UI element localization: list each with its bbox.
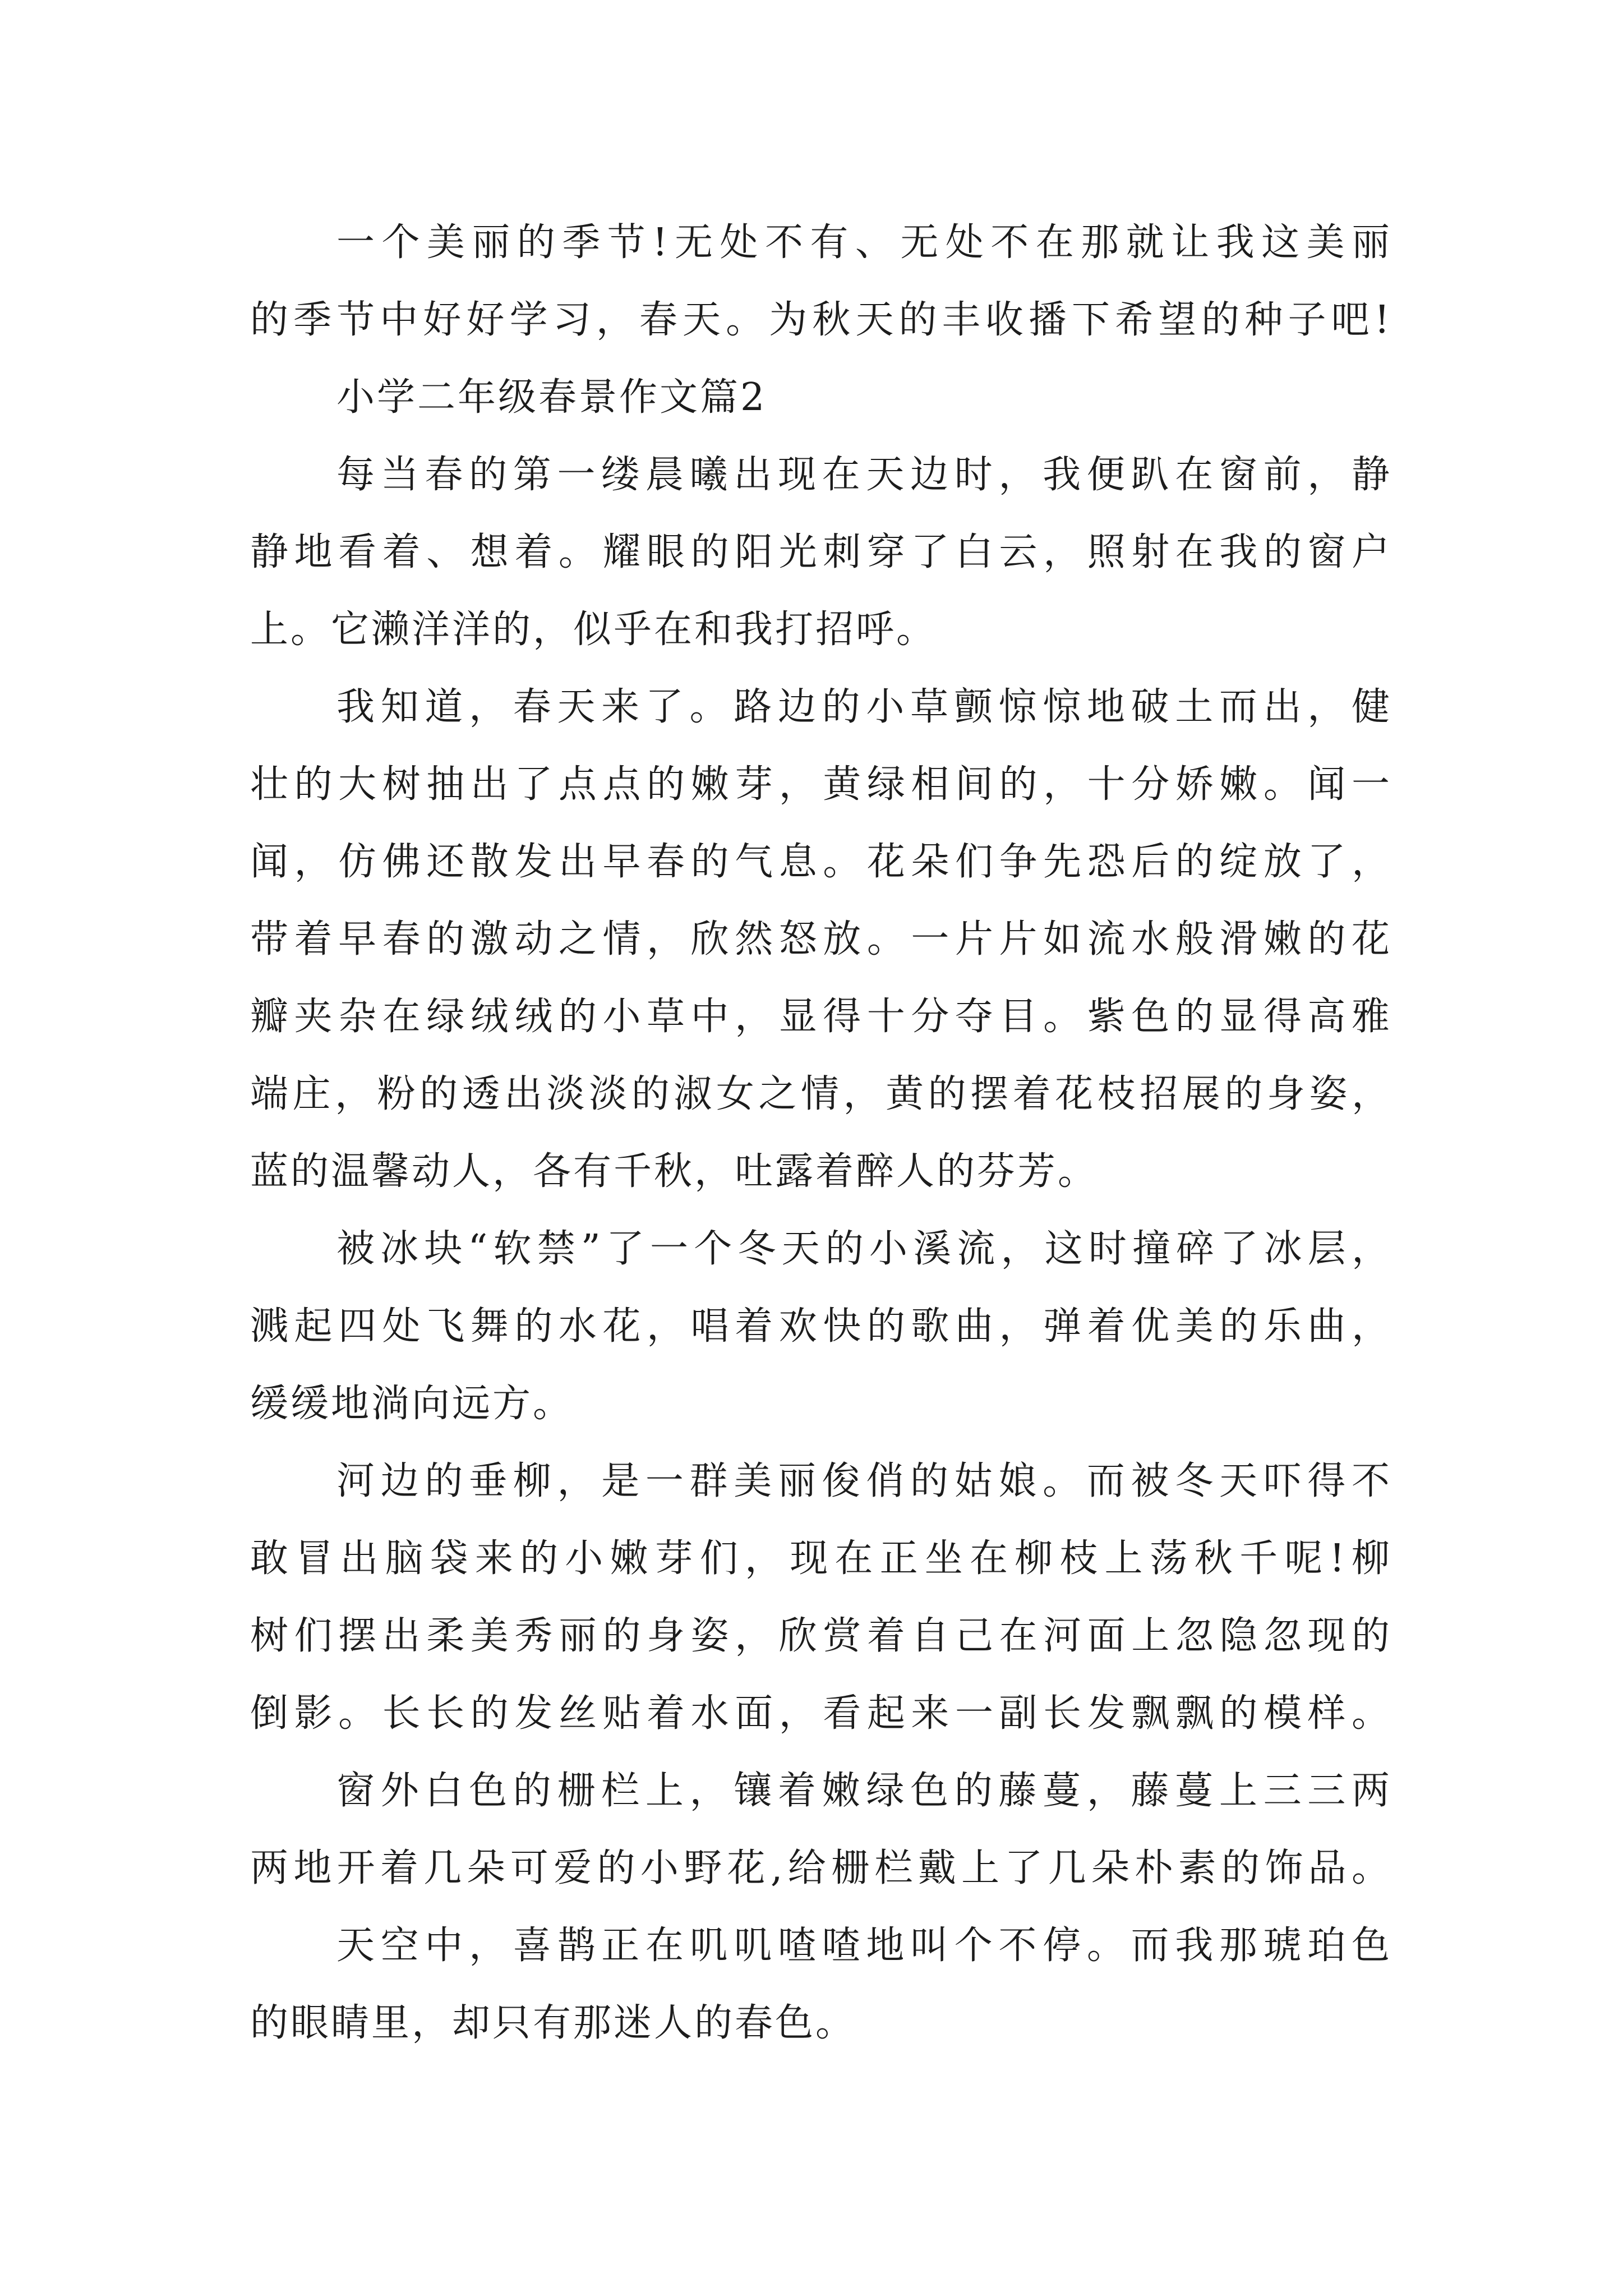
paragraph-line: 倒影。长长的发丝贴着水面，看起来一副长发飘飘的模样。	[250, 1691, 1392, 1736]
paragraph-line: 瓣夹杂在绿绒绒的小草中，显得十分夺目。紫色的显得高雅	[250, 995, 1392, 1039]
body-paragraph	[250, 1443, 1392, 1752]
body-paragraph	[250, 436, 1392, 669]
paragraph-line: 我知道，春天来了。路边的小草颤惊惊地破土而出，健	[336, 685, 1392, 729]
body-paragraph	[250, 1211, 1392, 1443]
continued-paragraph	[250, 204, 1392, 359]
body-paragraph	[250, 1752, 1392, 1907]
paragraph-line: 壮的大树抽出了点点的嫩芽，黄绿相间的，十分娇嫩。闻一	[250, 762, 1392, 807]
paragraph-line: 一个美丽的季节!无处不有、无处不在那就让我这美丽	[336, 220, 1392, 265]
body-paragraph	[250, 669, 1392, 1211]
paragraph-line: 带着早春的激动之情，欣然怒放。一片片如流水般滑嫩的花	[250, 917, 1392, 961]
paragraph-line: 每当春的第一缕晨曦出现在天边时，我便趴在窗前，静	[336, 453, 1392, 497]
section-title-block	[250, 359, 1392, 436]
paragraph-line: 的眼睛里，却只有那迷人的春色。	[250, 2001, 856, 2045]
paragraph-line: 窗外白色的栅栏上，镶着嫩绿色的藤蔓，藤蔓上三三两	[336, 1769, 1392, 1813]
section-title: 小学二年级春景作文篇2	[336, 375, 767, 420]
paragraph-line: 两地开着几朵可爱的小野花,给栅栏戴上了几朵朴素的饰品。	[250, 1846, 1392, 1890]
paragraph-line: 的季节中好好学习，春天。为秋天的丰收播下希望的种子吧!	[250, 298, 1392, 342]
paragraph-line: 静地看着、想着。耀眼的阳光刺穿了白云，照射在我的窗户	[250, 530, 1392, 574]
paragraph-line: 树们摆出柔美秀丽的身姿，欣赏着自己在河面上忽隐忽现的	[250, 1614, 1392, 1658]
paragraph-line: 天空中，喜鹊正在叽叽喳喳地叫个不停。而我那琥珀色	[336, 1924, 1392, 1968]
paragraph-line: 被冰块“软禁”了一个冬天的小溪流，这时撞碎了冰层，	[336, 1227, 1392, 1271]
paragraph-line: 上。它濑洋洋的，似乎在和我打招呼。	[250, 608, 937, 652]
paragraph-line: 缓缓地淌向远方。	[250, 1382, 574, 1426]
paragraph-line: 河边的垂柳，是一群美丽俊俏的姑娘。而被冬天吓得不	[336, 1459, 1392, 1503]
body-paragraph	[250, 1907, 1392, 2062]
paragraph-line: 端庄，粉的透出淡淡的淑女之情，黄的摆着花枝招展的身姿，	[250, 1072, 1392, 1116]
paragraph-line: 闻，仿佛还散发出早春的气息。花朵们争先恐后的绽放了，	[250, 840, 1392, 884]
paragraph-line: 溅起四处飞舞的水花，唱着欢快的歌曲，弹着优美的乐曲，	[250, 1304, 1392, 1349]
document-body	[250, 204, 1392, 2062]
paragraph-line: 蓝的温馨动人，各有千秋，吐露着醉人的芬芳。	[250, 1149, 1099, 1194]
paragraph-line: 敢冒出脑袋来的小嫩芽们，现在正坐在柳枝上荡秋千呢!柳	[250, 1536, 1392, 1581]
